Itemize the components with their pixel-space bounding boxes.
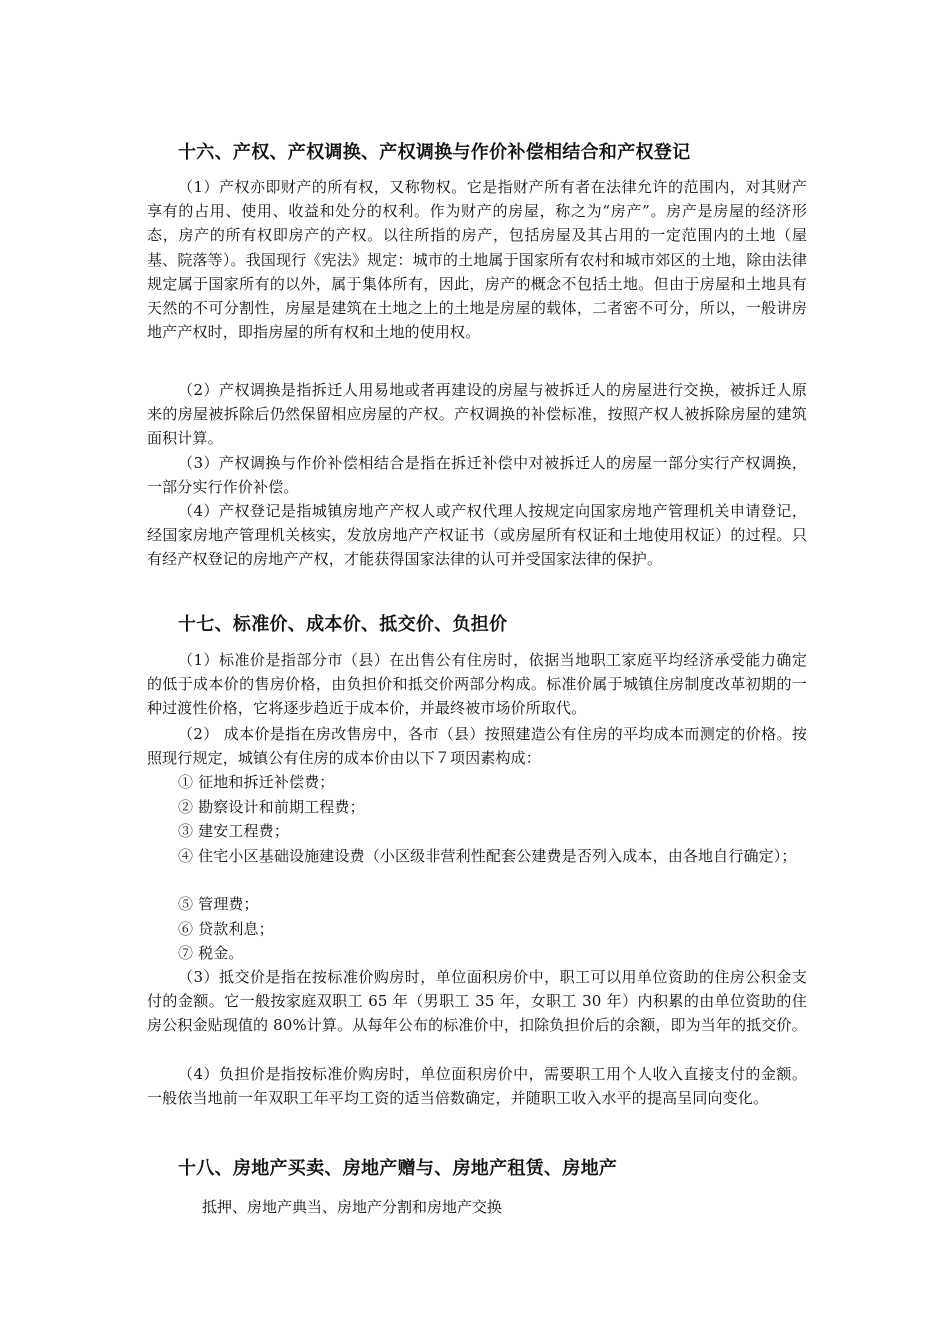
cost-item-2: ② 勘察设计和前期工程费； xyxy=(178,798,365,816)
section-16-heading: 十六、产权、产权调换、产权调换与作价补偿相结合和产权登记 xyxy=(178,142,691,163)
section-17-paragraph-1: （1）标准价是指部分市（县）在出售公有住房时，依据当地职工家庭平均经济承受能力确定的低于成本价的售房价格，由负担价和抵交价两部分构成。标准价属于城镇住房制度改革初期的一种过渡性价格，它将逐步趋近于成本价，并最终被市场价所取代。 xyxy=(147,651,807,718)
section-17-paragraph-2: （2） 成本价是指在房改售房中，各市（县）按照建造公有住房的平均成本而测定的价格。按照现行规定，城镇公有住房的成本价由以下７项因素构成： xyxy=(147,725,807,768)
cost-item-3: ③ 建安工程费； xyxy=(178,822,289,840)
section-16-paragraph-2: （2）产权调换是指拆迁人用易地或者再建设的房屋与被拆迁人的房屋进行交换，被拆迁人原来的房屋被拆除后仍然保留相应房屋的产权。产权调换的补偿标准，按照产权人被拆除房屋的建筑面积计算。 xyxy=(147,381,807,448)
cost-item-1: ① 征地和拆迁补偿费； xyxy=(178,773,335,791)
section-17-paragraph-4: （4）负担价是指按标准价购房时，单位面积房价中，需要职工用个人收入直接支付的金额。一般依当地前一年双职工年平均工资的适当倍数确定，并随职工收入水平的提高呈同向变化。 xyxy=(147,1065,807,1108)
cost-item-4: ④ 住宅小区基础设施建设费（小区级非营利性配套公建费是否列入成本，由各地自行确定）； xyxy=(178,847,797,865)
section-16-paragraph-4: （4）产权登记是指城镇房地产产权人或产权代理人按规定向国家房地产管理机关申请登记，经国家房地产管理机关核实，发放房地产产权证书（或房屋所有权证和土地使用权证）的过程。只有经产权登记的房地产产权，才能获得国家法律的认可并受国家法律的保护。 xyxy=(147,502,807,569)
section-18-heading: 十八、房地产买卖、房地产赠与、房地产租赁、房地产 xyxy=(178,1158,618,1179)
cost-item-7: ⑦ 税金。 xyxy=(178,944,244,962)
section-18-heading-continuation: 抵押、房地产典当、房地产分割和房地产交换 xyxy=(202,1198,503,1216)
cost-item-6: ⑥ 贷款利息； xyxy=(178,920,274,938)
section-17-paragraph-3: （3）抵交价是指在按标准价购房时，单位面积房价中，职工可以用单位资助的住房公积金支付的金额。它一般按家庭双职工 65 年（男职工 35 年，女职工 30 年）内积累的由单位资助的住房公积金贴现值的 80%计算。从每年公布的标准价中，扣除负担价后的余额，即为当年的抵交价。 xyxy=(147,968,807,1035)
section-16-paragraph-3: （3）产权调换与作价补偿相结合是指在拆迁补偿中对被拆迁人的房屋一部分实行产权调换，一部分实行作价补偿。 xyxy=(147,454,807,497)
section-16-paragraph-1: （1）产权亦即财产的所有权，又称物权。它是指财产所有者在法律允许的范围内，对其财产享有的占用、使用、收益和处分的权利。作为财产的房屋，称之为“房产”。房产是房屋的经济形态，房产的所有权即房产的产权。以往所指的房产，包括房屋及其占用的一定范围内的土地（屋基、院落等）。我国现行《宪法》规定：城市的土地属于国家所有农村和城市郊区的土地，除由法律规定属于国家所有的以外，属于集体所有，因此，房产的概念不包括土地。但由于房屋和土地具有天然的不可分割性，房屋是建筑在土地之上的土地是房屋的载体，二者密不可分，所以，一般讲房地产产权时，即指房屋的所有权和土地的使用权。 xyxy=(147,178,807,342)
section-17-heading: 十七、标准价、成本价、抵交价、负担价 xyxy=(178,614,508,635)
cost-item-5: ⑤ 管理费； xyxy=(178,895,259,913)
